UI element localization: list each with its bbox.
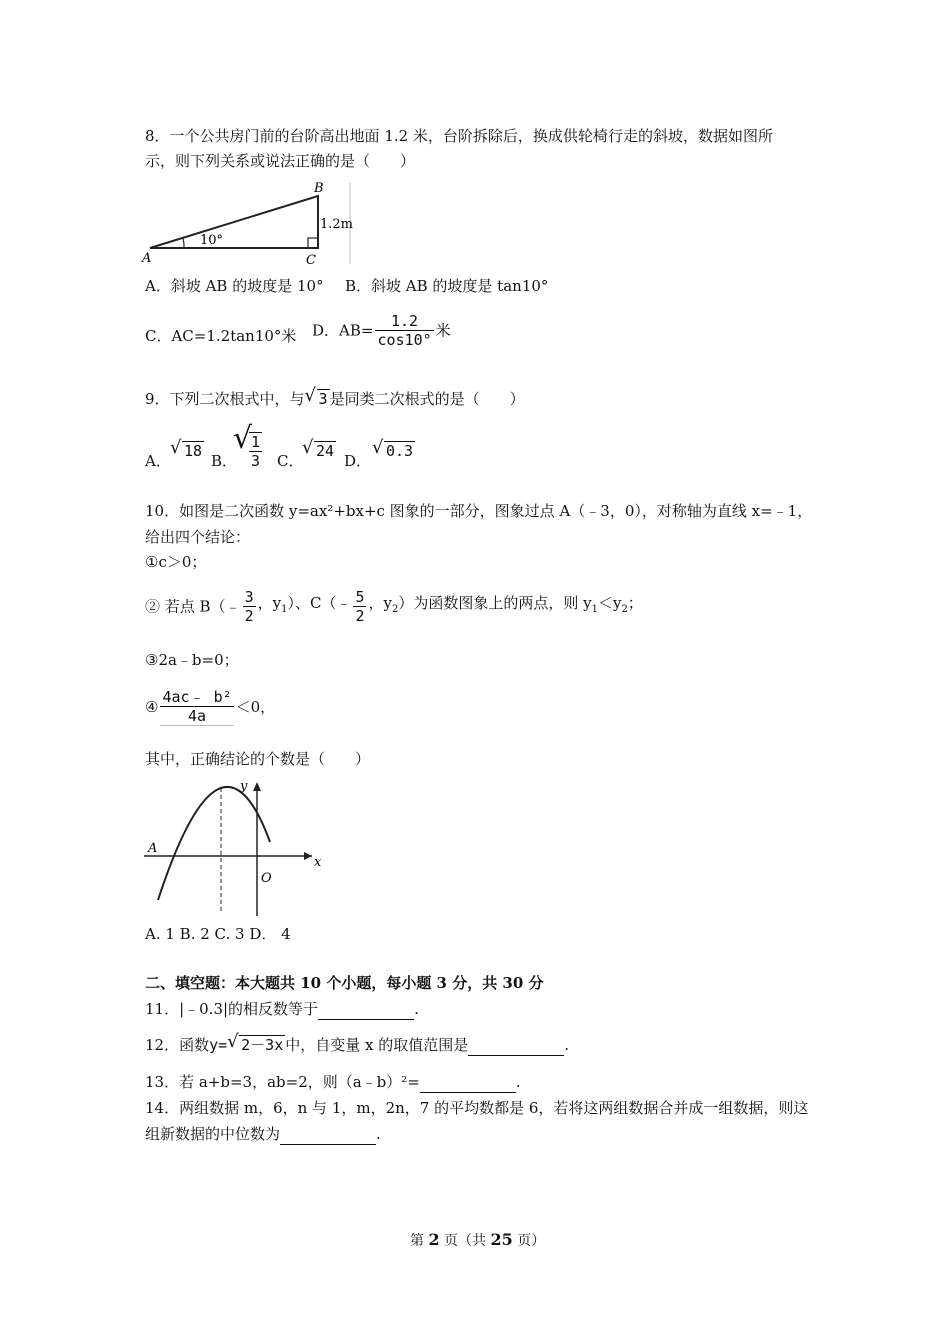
q9-option-c-value: √ 24 — [302, 437, 335, 460]
q10-line2: 给出四个结论： — [145, 528, 251, 546]
q10-conclusion-1: ①c＞0； — [145, 553, 207, 571]
page-footer: 第 2 页（共 25 页） — [410, 1230, 546, 1249]
q8-option-d: D．AB= $\frac{1.2}{\cos 10^\circ}$ 米 — [312, 312, 451, 349]
q10-fig-y: y — [240, 779, 248, 794]
page-number: 2 — [428, 1230, 440, 1249]
page-total: 25 — [490, 1230, 513, 1249]
q8-d-denominator: cos10° — [377, 331, 432, 349]
q8-fig-label-c: C — [306, 253, 316, 268]
q8-fig-label-a: A — [142, 251, 152, 266]
q12-answer-blank[interactable] — [468, 1039, 564, 1056]
q9-option-b: B． — [211, 452, 238, 470]
q10-conclusion-4: ④ $\frac{\text{4ac﹣ b²}}{4a}$ ＜0， — [145, 688, 276, 725]
q10-conclusion-2: ② 若点 B（﹣ $\frac{3}{2}$ ，$y_1$）、C（﹣ $\frac{5}{2}$ ，$y_2$）为函数图象上的两点，则 $y_1<y_2$； — [145, 588, 643, 625]
q10-line1: 10．如图是二次函数 y=ax²+bx+c 图象的一部分，图象过点 A（﹣3，0），对称轴为直线 x=﹣1， — [145, 502, 813, 520]
q10-fig-a: A — [148, 841, 158, 856]
q14-answer-blank[interactable] — [280, 1128, 376, 1145]
q8-option-c: C．AC=1.2tan10°米 — [145, 327, 297, 345]
q9-option-a-value: √ 18 — [170, 437, 203, 460]
q14-line2: 组新数据的中位数为 . — [145, 1125, 381, 1143]
q13: 13．若 a+b=3，ab=2，则（a﹣b）²= . — [145, 1073, 521, 1091]
q13-answer-blank[interactable] — [420, 1076, 516, 1093]
q9-option-d-value: √ 0.3 — [372, 437, 414, 460]
q9-option-c: C． — [277, 452, 304, 470]
q8-fig-angle: 10° — [200, 233, 224, 248]
q10-parabola-figure — [140, 776, 330, 918]
q10-question: 其中，正确结论的个数是（ ） — [145, 750, 371, 768]
q8-d-numerator: 1.2 — [375, 312, 433, 331]
q10-options: A. 1 B. 2 C. 3 D． 4 — [145, 925, 291, 943]
q10-fig-o: O — [261, 871, 272, 886]
q9-option-d: D． — [344, 452, 372, 470]
q10-fig-x: x — [314, 855, 322, 870]
q8-fig-height: 1.2m — [320, 217, 354, 232]
q12: 12．函数y= √ 2－3x 中，自变量 x 的取值范围是 . — [145, 1031, 570, 1054]
q9-option-a: A． — [145, 452, 171, 470]
q14-line1: 14．两组数据 m，6，n 与 1，m，2n，7 的平均数都是 6，若将这两组数据合并成一组数据，则这 — [145, 1099, 809, 1117]
q8-option-b: B．斜坡 AB 的坡度是 tan10° — [345, 277, 549, 295]
q9-option-b-value: √ $\frac{1}{3}$ — [233, 421, 261, 470]
q11-answer-blank[interactable] — [318, 1003, 414, 1020]
q8-line2: 示，则下列关系或说法正确的是（ ） — [145, 152, 416, 170]
q10-conclusion-3: ③2a﹣b=0； — [145, 651, 239, 669]
q8-line1: 8．一个公共房门前的台阶高出地面 1.2 米，台阶拆除后，换成供轮椅行走的斜坡，数据如图所 — [145, 127, 773, 145]
q8-option-a: A．斜坡 AB 的坡度是 10° — [145, 277, 324, 295]
section-title: 二、填空题：本大题共 10 个小题，每小题 3 分，共 30 分 — [145, 974, 544, 992]
q8-slope-figure — [140, 178, 355, 268]
q11: 11．|﹣0.3|的相反数等于 . — [145, 1000, 419, 1018]
q9-stem: 9．下列二次根式中，与 √ 3 是同类二次根式的是（ ） — [145, 385, 525, 408]
q8-fig-label-b: B — [314, 181, 324, 196]
